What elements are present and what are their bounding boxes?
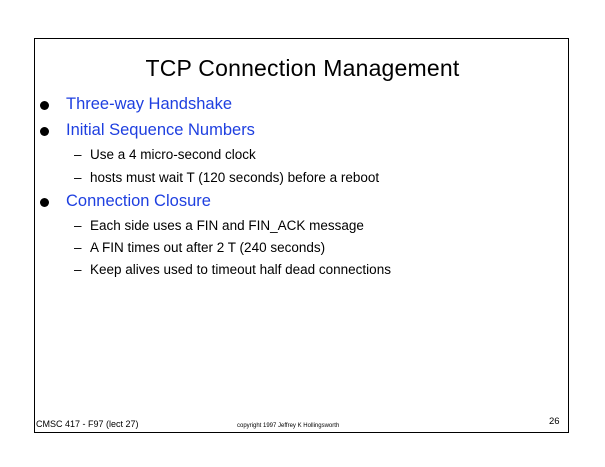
sub-item-clock: Use a 4 micro-second clock [90,147,256,162]
bullet-dot-icon [40,101,49,110]
bullet-connection-closure: Connection Closure [66,192,211,210]
sub-item-reboot-wait: hosts must wait T (120 seconds) before a reboot [90,170,380,185]
sub-item-keep-alives: Keep alives used to timeout half dead connections [90,262,391,277]
slide-title: TCP Connection Management [145,55,460,81]
page-number: 26 [549,416,560,427]
footer-course-label: CMSC 417 - F97 (lect 27) [36,419,139,429]
dash-icon: – [74,240,82,255]
bullet-initial-sequence-numbers: Initial Sequence Numbers [66,121,255,139]
bullet-three-way-handshake: Three-way Handshake [66,95,232,113]
dash-icon: – [74,170,82,185]
dash-icon: – [74,218,82,233]
footer-copyright: copyright 1997 Jeffrey K Hollingsworth [237,423,340,429]
bullet-dot-icon [40,127,49,136]
sub-item-fin-ack: Each side uses a FIN and FIN_ACK message [90,218,364,233]
dash-icon: – [74,147,82,162]
sub-item-fin-timeout: A FIN times out after 2 T (240 seconds) [90,240,326,255]
dash-icon: – [74,262,82,277]
bullet-dot-icon [40,198,49,207]
